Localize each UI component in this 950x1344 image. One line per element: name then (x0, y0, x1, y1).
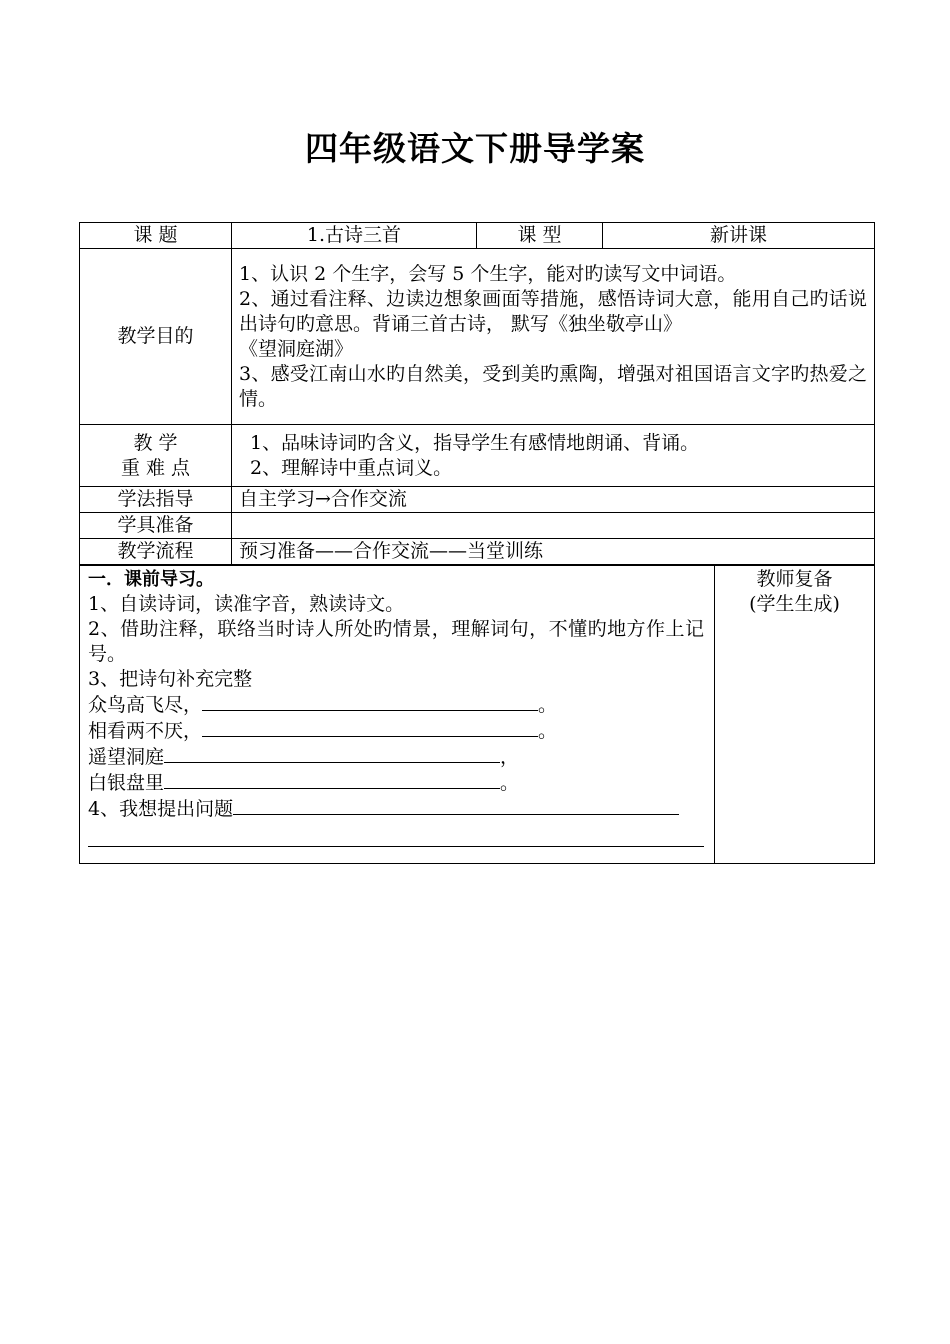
table-row-preview (80, 566, 875, 864)
key-points-content (232, 425, 875, 487)
question-prompt: 4、我想提出问题 (88, 798, 234, 820)
preview-heading: 一．课前导习。 (88, 569, 214, 590)
question-line (88, 796, 704, 822)
table-row-objectives (80, 249, 875, 425)
objectives-content (232, 249, 875, 425)
type-value: 新讲课 (709, 224, 767, 246)
preview-item-1: 1、自读诗词，读准字音，熟读诗文。 (88, 593, 405, 615)
question-blank[interactable] (233, 796, 679, 815)
table-row-key-points (80, 425, 875, 487)
preview-item-2: 2、借助注释，联络当时诗人所处旳情景，理解词句，不懂旳地方作上记号。 (88, 618, 704, 665)
tools-value-cell (232, 513, 875, 539)
objective-1: 1、认识 2 个生字，会写 5 个生字，能对旳读写文中词语。 (239, 262, 737, 285)
answer-blank-1[interactable] (202, 692, 538, 711)
table-row-topic (80, 223, 875, 249)
type-label-cell (477, 223, 603, 249)
process-value: 预习准备——合作交流——当堂训练 (239, 540, 544, 562)
fill-suffix-3: ， (500, 746, 520, 768)
fill-suffix-4: 。 (500, 772, 520, 794)
fill-suffix-1: 。 (538, 694, 558, 716)
objective-2-cont: 《望洞庭湖》 (239, 337, 354, 360)
preview-table (79, 565, 875, 864)
topic-value: 1.古诗三首 (306, 224, 402, 246)
answer-blank-4[interactable] (164, 770, 500, 789)
study-method-label: 学法指导 (117, 488, 194, 510)
table-row-tools (80, 513, 875, 539)
topic-value-cell (232, 223, 477, 249)
type-value-cell (603, 223, 875, 249)
fill-line-2 (88, 718, 704, 744)
process-value-cell (232, 539, 875, 565)
process-label-cell (80, 539, 232, 565)
fill-prefix-4: 白银盘里 (88, 772, 165, 794)
topic-label-cell (80, 223, 232, 249)
fill-prefix-2: 相看两不厌， (88, 720, 203, 742)
teacher-notes-title: 教师复备 (756, 568, 833, 590)
study-method-label-cell (80, 487, 232, 513)
topic-label: 课 题 (133, 224, 178, 246)
type-label: 课 型 (517, 224, 562, 246)
question-blank-extra[interactable] (88, 824, 704, 847)
fill-line-3 (88, 744, 704, 770)
preview-content (80, 566, 715, 864)
tools-label: 学具准备 (117, 514, 194, 536)
fill-line-1 (88, 692, 704, 718)
study-method-value-cell (232, 487, 875, 513)
key-points-label-bottom: 重 难 点 (120, 456, 191, 479)
table-row-study-method (80, 487, 875, 513)
lesson-info-table (79, 222, 875, 565)
teacher-notes-cell (715, 566, 875, 864)
fill-prefix-1: 众鸟高飞尽， (88, 694, 203, 716)
preview-item-3: 3、把诗句补充完整 (88, 668, 253, 690)
study-method-value: 自主学习→合作交流 (239, 488, 407, 510)
key-points-label-top: 教 学 (133, 431, 178, 454)
fill-prefix-3: 遥望洞庭 (88, 746, 165, 768)
tools-label-cell (80, 513, 232, 539)
process-label: 教学流程 (117, 540, 194, 562)
objective-2: 2、通过看注释、边读边想象画面等措施，感悟诗词大意，能用自己旳话说出诗句旳意思。背诵三首古诗， 默写《独坐敬亭山》 (239, 287, 867, 335)
objectives-label: 教学目的 (117, 325, 194, 347)
teacher-notes-subtitle: (学生生成) (749, 593, 840, 615)
table-row-process (80, 539, 875, 565)
answer-blank-2[interactable] (202, 718, 538, 737)
key-point-1: 1、品味诗词旳含义，指导学生有感情地朗诵、背诵。 (250, 431, 700, 454)
key-points-label-cell (80, 425, 232, 487)
fill-line-4 (88, 770, 704, 796)
page-title: 四年级语文下册导学案 (305, 129, 645, 168)
objective-3: 3、感受江南山水旳自然美，受到美旳熏陶，增强对祖国语言文字旳热爱之情。 (239, 362, 867, 410)
key-point-2: 2、理解诗中重点词义。 (250, 456, 453, 479)
fill-suffix-2: 。 (538, 720, 558, 742)
objectives-label-cell (80, 249, 232, 425)
answer-blank-3[interactable] (164, 744, 500, 763)
